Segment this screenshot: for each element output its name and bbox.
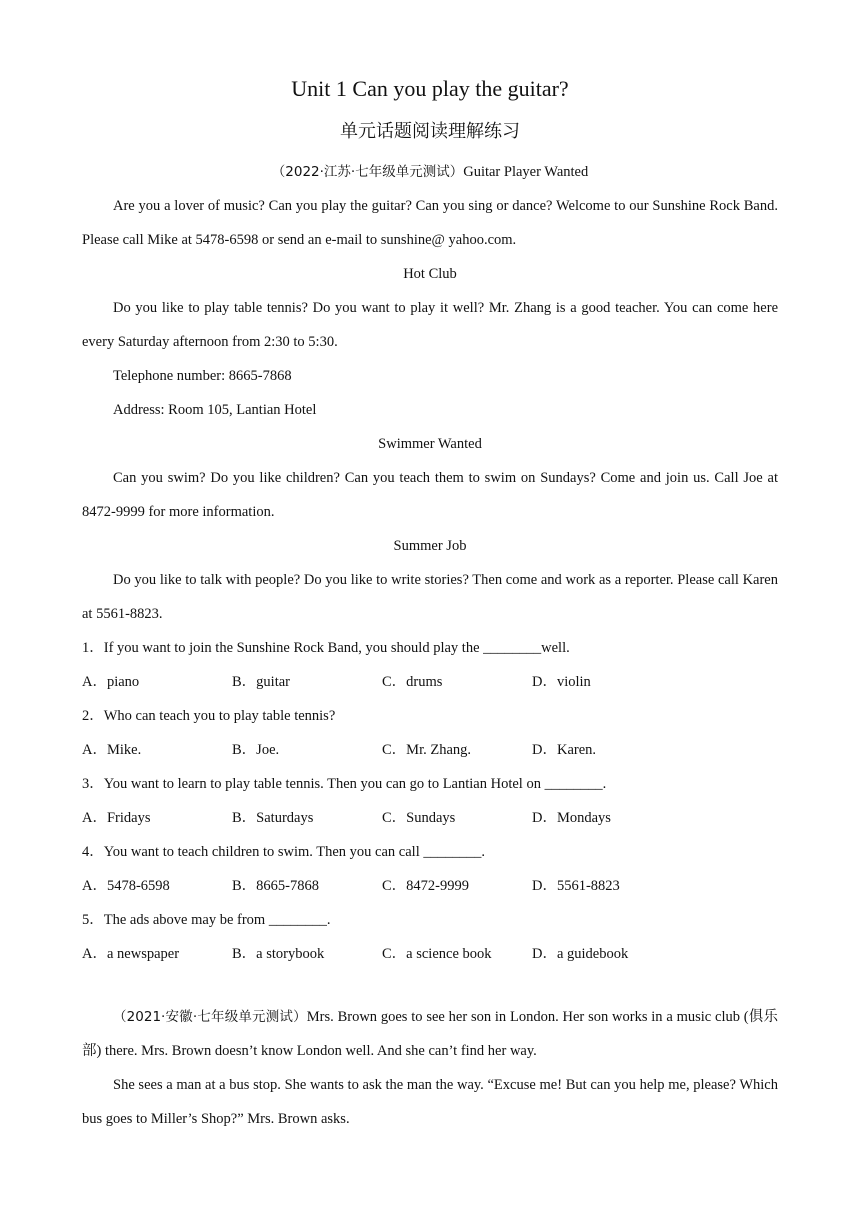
passage-1-para-4: Do you like to talk with people? Do you like to write stories? Then come and work as a reporter. Please call Karen at 5561-8823. [82,572,778,622]
question-1: 1．If you want to join the Sunshine Rock Band, you should play the ________well. [82,640,570,656]
question-2-option-d: D．Karen. [532,742,597,758]
passage-1-phone: Telephone number: 8665-7868 [113,368,292,384]
passage-1-para-3: Can you swim? Do you like children? Can you teach them to swim on Sundays? Come and join us. Call Joe at 8472-9999 for more information. [82,470,778,520]
question-2-options [82,733,778,767]
passage-2-para-1 [82,1000,778,1068]
question-3-option-b: B．Saturdays [232,810,314,826]
question-5-options [82,937,778,971]
question-1-options [82,665,778,699]
question-2-option-a: A．Mike. [82,742,142,758]
passage-2-source: （2021·安徽·七年级单元测试） [113,1009,307,1025]
question-3-option-a: A．Fridays [82,810,151,826]
passage-2-para-2: She sees a man at a bus stop. She wants to ask the man the way. “Excuse me! But can you help me, please? Which bus goes to Miller’s Shop?” Mrs. Brown asks. [82,1077,778,1127]
question-2-option-c: C．Mr. Zhang. [382,742,472,758]
passage-1-heading: Guitar Player Wanted [463,164,589,180]
question-5-option-a: A．a newspaper [82,946,180,962]
passage-1-para-1: Are you a lover of music? Can you play the guitar? Can you sing or dance? Welcome to our Sunshine Rock Band. Please call Mike at 5478-6598 or send an e-mail to sunshine@ yahoo.com. [82,198,778,248]
passage-2-para-1-text: Mrs. Brown goes to see her son in London. Her son works in a music club (俱乐部) there. Mrs. Brown doesn’t know London well. And she can’t find her way. [82,1009,778,1059]
question-5-option-d: D．a guidebook [532,946,629,962]
passage-1 [82,155,778,971]
question-4: 4．You want to teach children to swim. Then you can call ________. [82,844,485,860]
page-title: Unit 1 Can you play the guitar? [291,76,569,101]
passage-1-heading-2: Hot Club [403,266,457,282]
question-4-option-d: D．5561-8823 [532,878,620,894]
question-4-option-a: A．5478-6598 [82,878,170,894]
passage-1-heading-4: Summer Job [393,538,467,554]
question-2: 2．Who can teach you to play table tennis? [82,708,336,724]
question-5-option-c: C．a science book [382,946,492,962]
passage-1-address: Address: Room 105, Lantian Hotel [113,402,317,418]
question-1-option-c: C．drums [382,674,443,690]
question-1-option-d: D．violin [532,674,591,690]
question-3-option-d: D．Mondays [532,810,611,826]
page-subtitle: 单元话题阅读理解练习 [340,121,520,142]
question-3-options [82,801,778,835]
passage-1-source: （2022·江苏·七年级单元测试） [271,164,464,180]
passage-1-para-2: Do you like to play table tennis? Do you want to play it well? Mr. Zhang is a good teacher. You can come here every Saturday afternoon from 2:30 to 5:30. [82,300,778,350]
question-4-option-b: B．8665-7868 [232,878,319,894]
passage-2 [82,1000,778,1136]
question-4-options [82,869,778,903]
passage-1-heading-3: Swimmer Wanted [378,436,482,452]
passage-1-header [82,155,778,189]
question-1-option-b: B．guitar [232,674,290,690]
question-1-option-a: A．piano [82,674,140,690]
question-3: 3．You want to learn to play table tennis. Then you can go to Lantian Hotel on ________. [82,776,607,792]
question-5-option-b: B．a storybook [232,946,325,962]
question-5: 5．The ads above may be from ________. [82,912,331,928]
question-2-option-b: B．Joe. [232,742,280,758]
question-3-option-c: C．Sundays [382,810,456,826]
question-4-option-c: C．8472-9999 [382,878,469,894]
